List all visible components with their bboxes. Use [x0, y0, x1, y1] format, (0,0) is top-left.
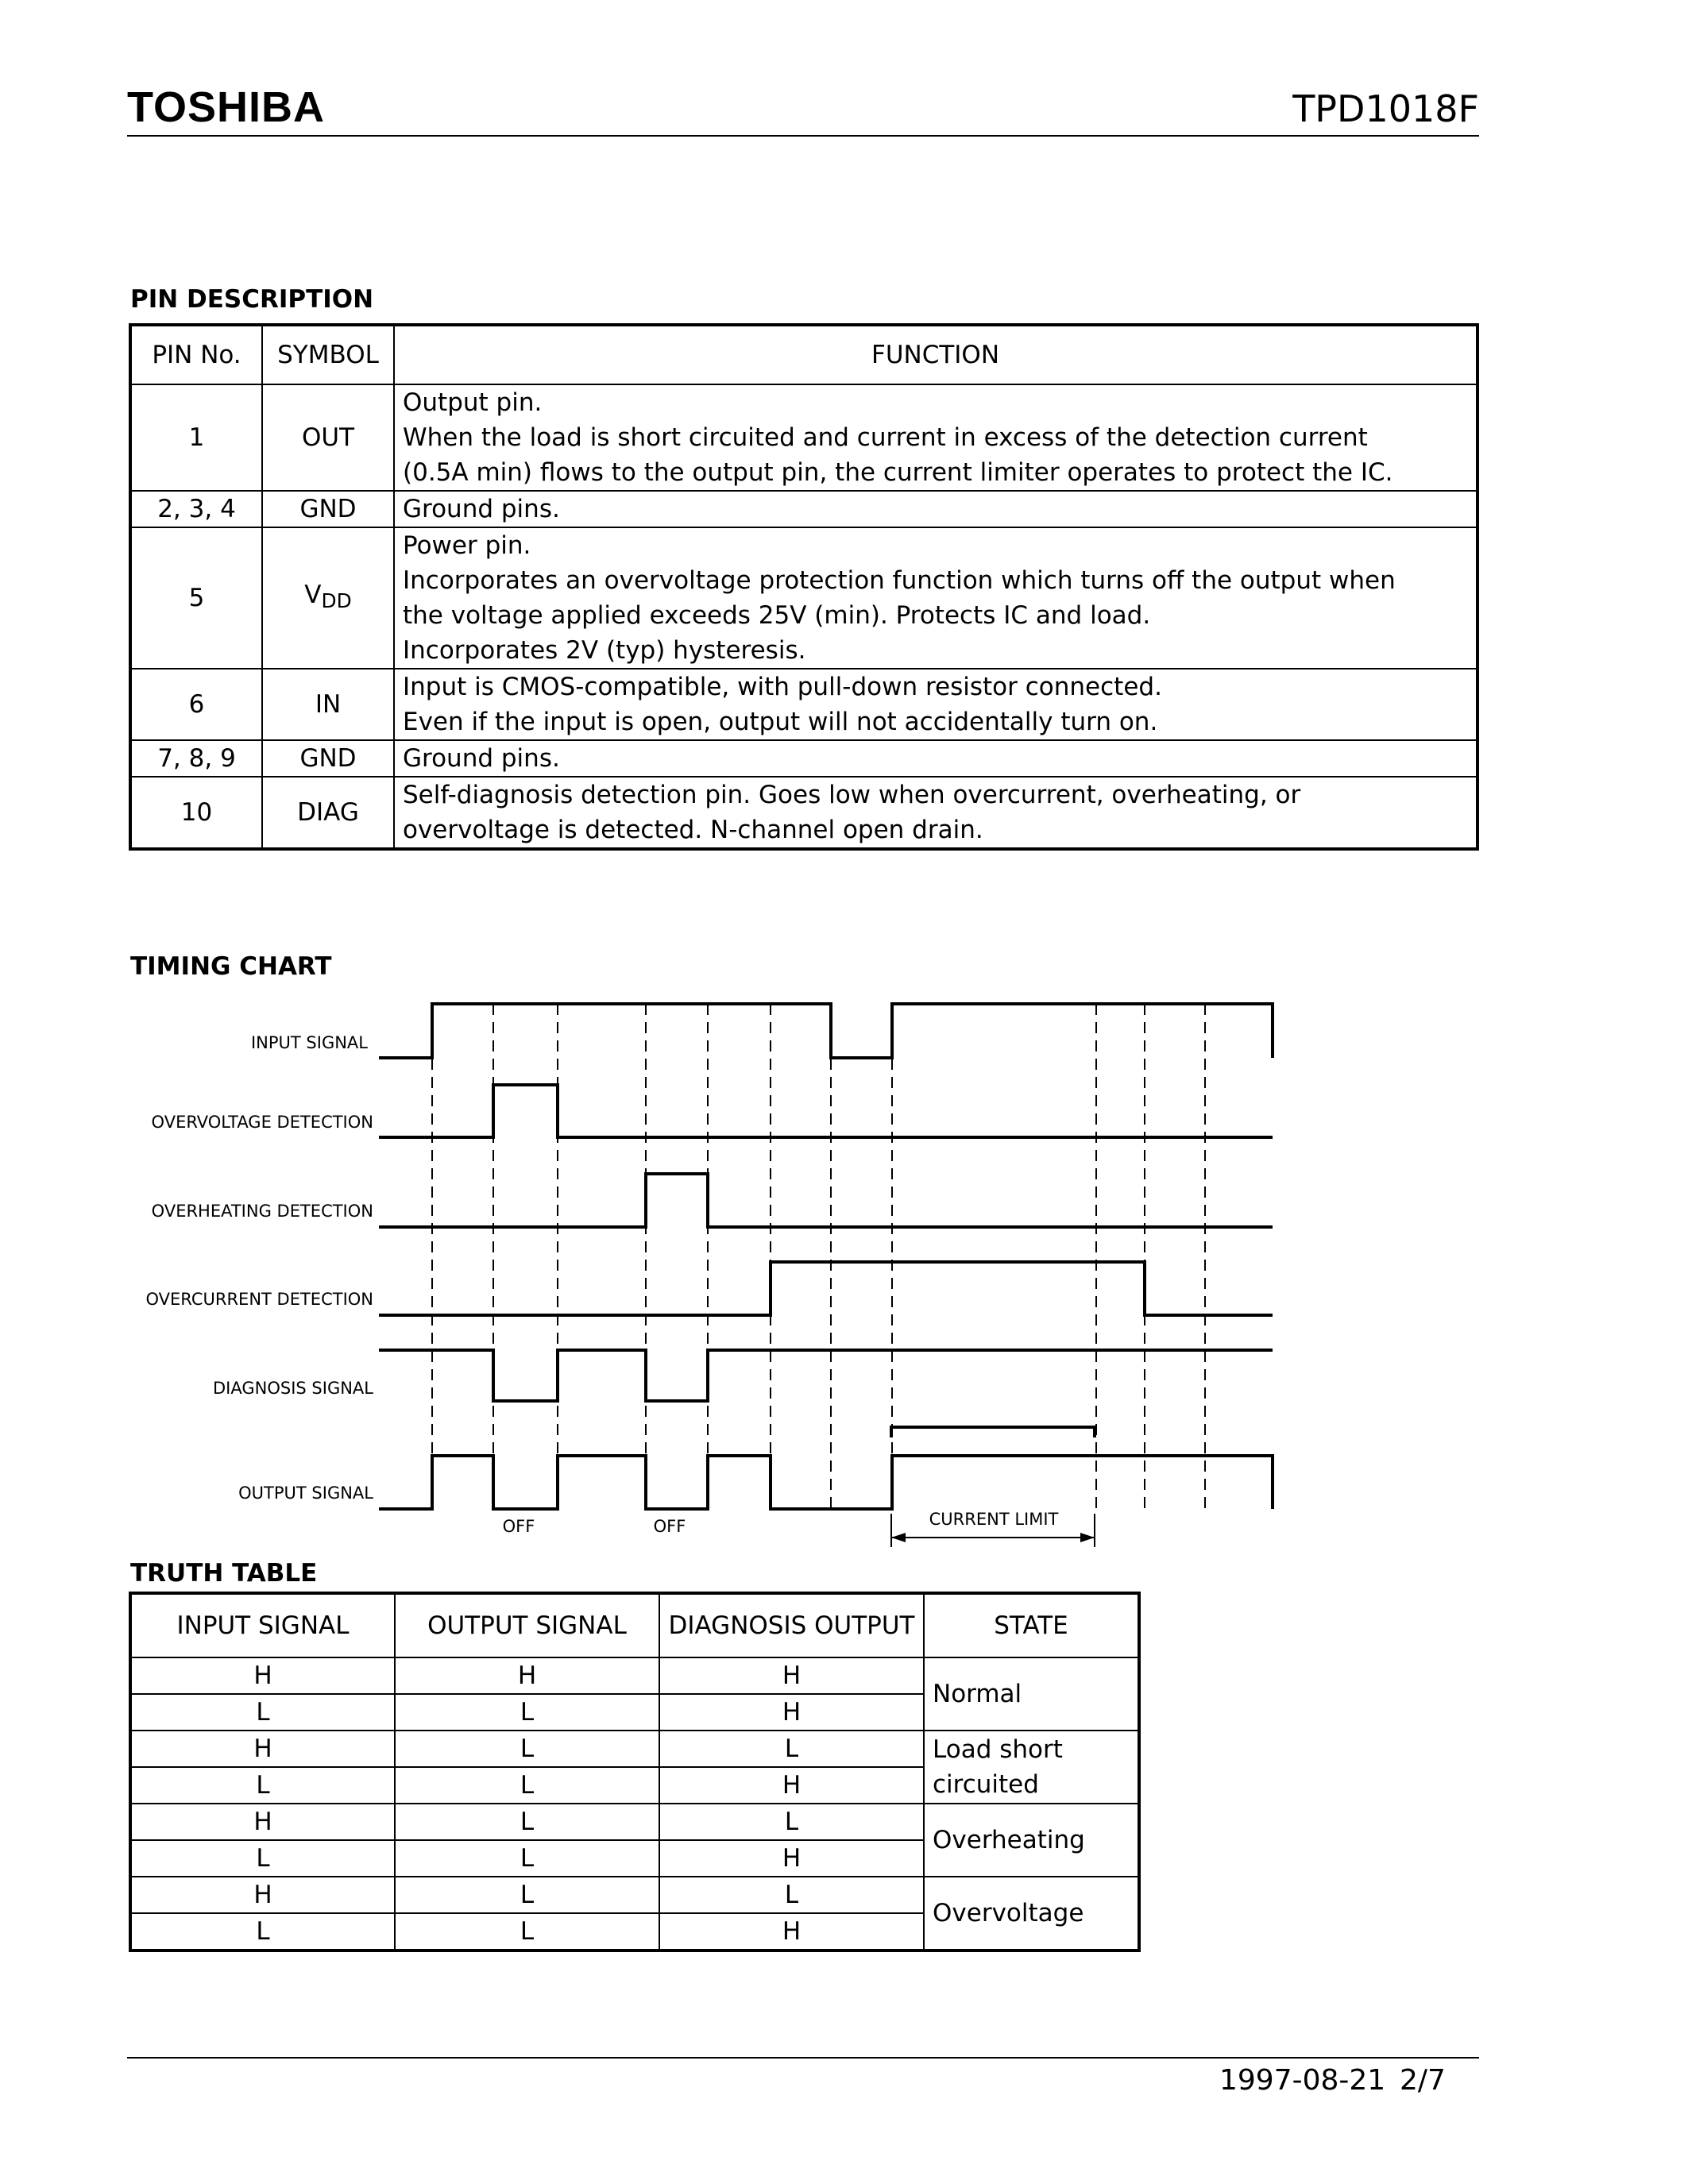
pin-function	[394, 491, 1477, 527]
diagnosis-cell: L	[659, 1877, 924, 1913]
input-cell: L	[130, 1767, 395, 1804]
off-label: OFF	[502, 1517, 535, 1536]
output-cell: L	[395, 1731, 659, 1767]
table-row	[130, 1657, 1139, 1694]
timing-chart-title: TIMING CHART	[130, 952, 332, 981]
function-line: the voltage applied exceeds 25V (min). Protects IC and load.	[403, 601, 1151, 630]
signal-label: OVERVOLTAGE DETECTION	[151, 1113, 373, 1132]
footer-rule	[127, 2057, 1479, 2059]
pin-description-table	[129, 323, 1479, 851]
brand-logo: TOSHIBA	[127, 83, 326, 131]
pin-symbol: IN	[262, 669, 394, 740]
waveform-output-signal	[379, 1456, 1273, 1509]
diagnosis-cell: H	[659, 1767, 924, 1804]
state-cell	[924, 1731, 1139, 1804]
pin-description-title: PIN DESCRIPTION	[130, 285, 374, 314]
function-line: Incorporates an overvoltage protection function which turns off the output when	[403, 566, 1396, 595]
output-cell: L	[395, 1840, 659, 1877]
diagnosis-cell: L	[659, 1804, 924, 1840]
table-header-row	[130, 1593, 1139, 1657]
pin-function	[394, 384, 1477, 491]
table-row	[130, 1731, 1139, 1767]
pin-symbol: DIAG	[262, 777, 394, 849]
signal-label: OUTPUT SIGNAL	[238, 1484, 373, 1503]
diagnosis-cell: H	[659, 1657, 924, 1694]
part-number: TPD1018F	[1292, 87, 1479, 130]
signal-label: DIAGNOSIS SIGNAL	[213, 1379, 373, 1398]
state-cell	[924, 1657, 1139, 1731]
table-row	[130, 527, 1477, 669]
function-line: Even if the input is open, output will not accidentally turn on.	[403, 708, 1158, 736]
col-header-pin: PIN No.	[130, 325, 262, 384]
pin-symbol: GND	[262, 740, 394, 777]
pin-number: 7, 8, 9	[130, 740, 262, 777]
function-line: Incorporates 2V (typ) hysteresis.	[403, 636, 806, 665]
col-header-output: OUTPUT SIGNAL	[395, 1593, 659, 1657]
signal-label: INPUT SIGNAL	[250, 1033, 368, 1052]
function-line: Ground pins.	[403, 744, 560, 773]
pin-symbol	[262, 527, 394, 669]
function-line: Output pin.	[403, 388, 543, 417]
signal-label: OVERHEATING DETECTION	[151, 1202, 373, 1221]
input-cell: H	[130, 1877, 395, 1913]
pin-function	[394, 777, 1477, 849]
symbol-main: V	[304, 580, 322, 609]
diagnosis-cell: H	[659, 1840, 924, 1877]
input-cell: L	[130, 1913, 395, 1951]
timing-chart	[0, 969, 1311, 1565]
output-cell: L	[395, 1913, 659, 1951]
function-line: When the load is short circuited and current in excess of the detection current	[403, 423, 1368, 452]
footer-page-number: 2/7	[1400, 2064, 1446, 2097]
state-cell	[924, 1804, 1139, 1877]
pin-number: 2, 3, 4	[130, 491, 262, 527]
off-label: OFF	[653, 1517, 686, 1536]
table-row	[130, 1804, 1139, 1840]
truth-table-title: TRUTH TABLE	[130, 1559, 318, 1588]
state-cell	[924, 1877, 1139, 1951]
col-header-symbol: SYMBOL	[262, 325, 394, 384]
col-header-input: INPUT SIGNAL	[130, 1593, 395, 1657]
signal-label: OVERCURRENT DETECTION	[145, 1290, 373, 1309]
state-line: Overvoltage	[933, 1899, 1084, 1927]
waveform-overvoltage-detection	[379, 1085, 1273, 1137]
output-cell: L	[395, 1767, 659, 1804]
pin-number: 6	[130, 669, 262, 740]
table-row	[130, 777, 1477, 849]
pin-number: 5	[130, 527, 262, 669]
symbol-subscript: DD	[321, 589, 352, 613]
table-row	[130, 1877, 1139, 1913]
waveform-overcurrent-detection	[379, 1262, 1273, 1315]
function-line: Self-diagnosis detection pin. Goes low when overcurrent, overheating, or	[403, 781, 1301, 809]
current-limit-label: CURRENT LIMIT	[929, 1510, 1059, 1529]
table-row	[130, 740, 1477, 777]
truth-table	[129, 1592, 1141, 1952]
diagnosis-cell: H	[659, 1913, 924, 1951]
function-line: Power pin.	[403, 531, 531, 560]
table-row	[130, 669, 1477, 740]
table-header-row	[130, 325, 1477, 384]
waveform-diagnosis-signal	[379, 1350, 1273, 1401]
pin-function	[394, 669, 1477, 740]
pin-function	[394, 740, 1477, 777]
header-rule	[127, 135, 1479, 137]
pin-number: 10	[130, 777, 262, 849]
output-cell: H	[395, 1657, 659, 1694]
input-cell: H	[130, 1657, 395, 1694]
pin-symbol: OUT	[262, 384, 394, 491]
function-line: overvoltage is detected. N-channel open drain.	[403, 816, 983, 844]
input-cell: H	[130, 1804, 395, 1840]
footer-date: 1997-08-21	[1219, 2064, 1386, 2097]
table-row	[130, 384, 1477, 491]
col-header-diagnosis: DIAGNOSIS OUTPUT	[659, 1593, 924, 1657]
output-cell: L	[395, 1804, 659, 1840]
table-row	[130, 491, 1477, 527]
diagnosis-cell: L	[659, 1731, 924, 1767]
arrowhead-right-icon	[1080, 1533, 1095, 1542]
state-line: Load short	[933, 1735, 1063, 1764]
pin-function	[394, 527, 1477, 669]
col-header-state: STATE	[924, 1593, 1139, 1657]
input-cell: L	[130, 1840, 395, 1877]
input-cell: H	[130, 1731, 395, 1767]
waveform-overheating-detection	[379, 1174, 1273, 1227]
pin-symbol: GND	[262, 491, 394, 527]
col-header-function: FUNCTION	[394, 325, 1477, 384]
function-line: (0.5A min) flows to the output pin, the current limiter operates to protect the IC.	[403, 458, 1393, 487]
function-line: Ground pins.	[403, 495, 560, 523]
function-line: Input is CMOS-compatible, with pull-down resistor connected.	[403, 673, 1162, 701]
state-line: Overheating	[933, 1826, 1085, 1854]
input-cell: L	[130, 1694, 395, 1731]
pin-number: 1	[130, 384, 262, 491]
current-limit-level	[891, 1427, 1095, 1437]
state-line: Normal	[933, 1680, 1022, 1708]
waveform-input-signal	[379, 1004, 1273, 1058]
arrowhead-left-icon	[891, 1533, 906, 1542]
state-line: circuited	[933, 1770, 1039, 1799]
output-cell: L	[395, 1877, 659, 1913]
diagnosis-cell: H	[659, 1694, 924, 1731]
output-cell: L	[395, 1694, 659, 1731]
